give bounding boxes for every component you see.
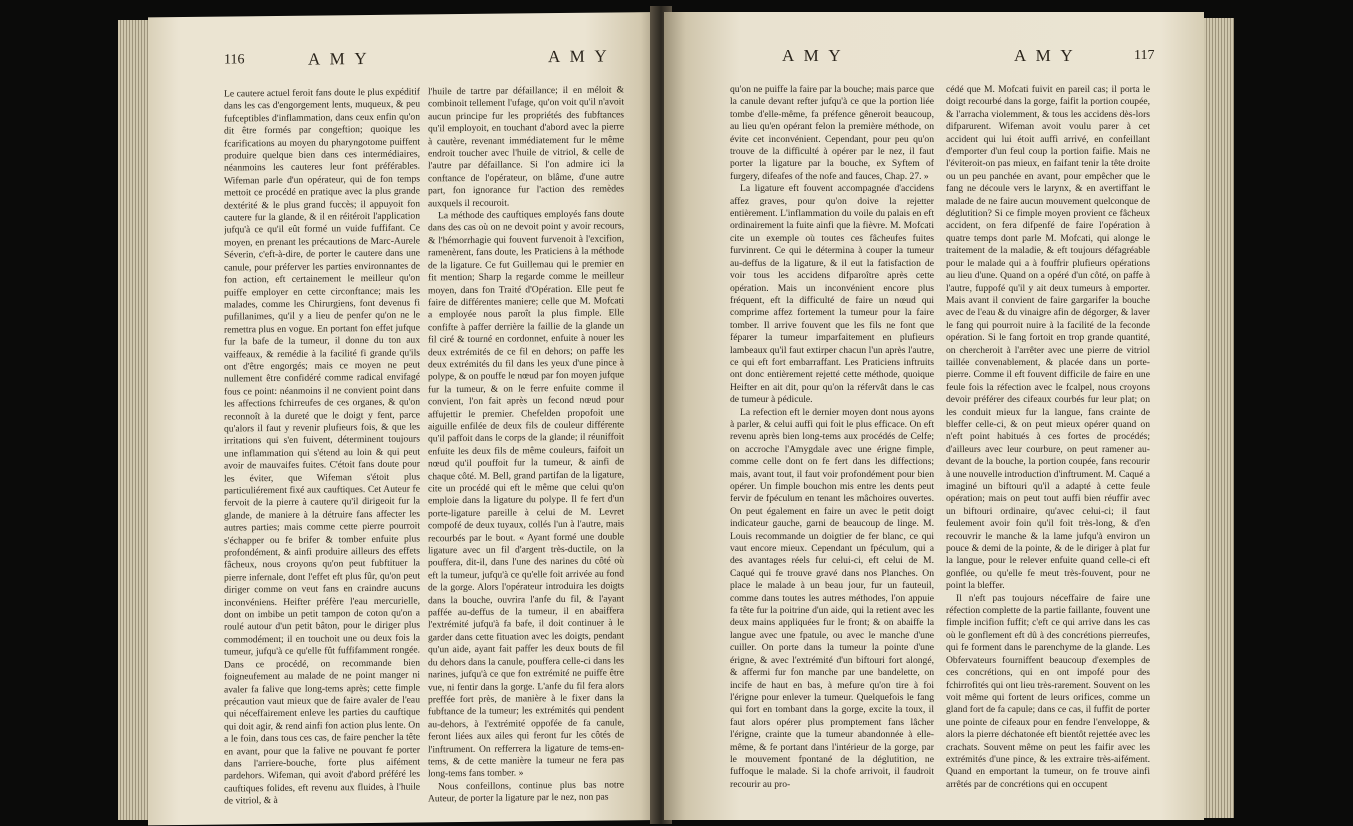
paragraph: La ligature eft fouvent accompagnée d'accidens affez graves, pour qu'on doive la rejetter entièrement. L'inflammation du voile du palais en eft ordinairement la fuite ainfi que la fièvre. M. Mofcati cite un exemple où toutes ces fâcheufes fuites furvinrent. Ce qui le détermina à couper la tumeur au-deffus de la ligature, & il eut la fatisfaction de voir tous les accidens difparoître après cette opération. Mais un inconvénient encore plus fréquent, eft la difficulté de faire un nœud qui comprime affez fortement la tumeur pour la faire tomber. Il arrive fouvent que les fils ne font que féparer la tumeur imparfaitement en plufieurs lambeaux qu'il faut extirper chacun l'un après l'autre, ce qui eft fort embarraffant. Les Praticiens inftruits ont donc entièrement rejetté cette méthode, quoique Heifter en ait dit, pour qu'on la réfervât dans le cas de tumeur à pédicule. <box>730 183 934 406</box>
paragraph: cédé que M. Mofcati fuivit en pareil cas; il porta le doigt recourbé dans la gorge, faifit la portion coupée, & l'arracha violemment, & tous les accidens dès-lors difparurent. Wifeman avoit voulu parer à cet accident qui lui étoit auffi arrivé, en confeillant d'emporter d'un feul coup la portion faifie. Mais ne l'éviteroit-on pas mieux, en faifant tenir la tête droite ou un peu panchée en avant, pour empêcher que le fang ne découle vers le larynx, & en avertiffant le malade de ne faire aucun mouvement quelconque de déglutition? Si ce fimple moyen provient ce fâcheux accident, on fera difpenfé de faire l'opération à quatre temps dont parle M. Mofcati, qui alonge le traitement de la maladie, & eft toujours défagréable pour le malade qui a à fouffrir plufieurs opérations au lieu d'une. Quand on a opéré d'un côté, on paffe à l'autre, fuppofé qu'il y ait deux tumeurs à emporter. Mais avant il convient de faire gargarifer la bouche avec de l'eau & du vinaigre afin de dégorger, & laver le fang qui pourroit nuire à la facilité de la feconde opération. Si le fang fortoit en trop grande quantité, on chercheroit à l'arrêter avec une pierre de vitriol taillée convenablement, & placée dans un porte-pierre. Comme il eft fouvent difficile de faire en une feule fois la réfection avec le fcalpel, nous croyons devoir préférer des cifeaux courbés fur leur plat; on les conduit mieux fur la langue, fans crainte de bleffer celle-ci, & on peut mieux opérer quand on n'eft point habitués à ces fortes de procédés; d'ailleurs avec leur courbure, on peut ramener au-devant de la bouche, la portion coupée, fans recourir à une nouvelle introduction d'inftrument. M. Caqué a imaginé un biftouri qu'il a adapté à cette feule opération; mais on peut tout auffi bien réuffir avec un biftouri ordinaire, qu'avec celui-ci; il faut feulement avoir foin qu'il foit très-long, & d'en recouvrir le manche & la lame jufqu'à environ un pouce & demi de la pointe, & de le diriger à plat fur la langue, pour le relever enfuite quand celle-ci eft gonflée, ou qu'elle fe meut très-fouvent, pour ne point la bleffer. <box>946 84 1150 592</box>
paragraph: Le cautere actuel feroit fans doute le plus expéditif dans les cas d'engorgement lents, muqueux, & peu fufceptibles d'inflammation, dans ceux enfin qu'on dit être formés par congeftion; quoique les fcarifications au moyen du pharyngotome puiffent produire quelque bien dans ces intermédiaires, néanmoins les cauteres leur font préférables. Wifeman parle d'un opérateur, qui de fon temps mettoit ce procédé en pratique avec la plus grande dextérité & le plus grand fuccès; il appuyoit fon cautere fur la glande, & il en réitéroit l'application jufqu'à ce qu'il eût formé un vuide fuffifant. Ce moyen, en prenant les précautions de Marc-Aurele Séverin, c'eft-à-dire, de porter le cautere dans une canule, pour préferver les parties environnantes de fon action, eft certainement le meilleur qu'on puiffe employer en cette circonftance; mais les malades, comme les Chirurgiens, font devenus fi pufillanimes, qu'il y a lieu de penfer qu'on ne le remettra plus en vogue. En portant fon effet jufque fur la bafe de la tumeur, il donne du ton aux vaiffeaux, & remédie à la facilité fi grande qu'ils ont d'être engorgés; mais ce moyen ne peut nullement être confidéré comme radical envifagé fous ce point: néanmoins il ne convient point dans les affections fchirreufes de ces organes, & qu'on reconnoît à la dureté que le doigt y fent, parce qu'alors il faut y revenir plufieurs fois, & que les irritations qui s'en fuivent, déterminent toujours une inflammation qui s'étend au loin & qui peut avoir de mauvaifes fuites. C'étoit fans doute pour les éviter, que Wifeman s'étoit plus particuliérement fixé aux cauftiques. Cet Auteur fe fervoit de la pierre à cautere qu'il dirigeoit fur la glande, de maniere à la détruire fans affecter les autres parties; mais comme cette pierre pourroit s'échapper ou fe brifer & tomber enfuite plus profondément, & ainfi produire ailleurs des effets fâcheux, nous croyons qu'on peut fubftituer la pierre infernale, dont l'effet eft plus fûr, qu'on peut diriger comme on veut fans en craindre aucuns inconvéniens. Heifter préfère l'eau mercurielle, dont on imbibe un petit tampon de coton qu'on a roulé autour d'un petit bâton, pour le diriger plus commodément; il en touchoit une ou deux fois la tumeur, jufqu'à ce qu'elle fût fuffifamment rongée. Dans ce procédé, on recommande bien foigneufement au malade de ne point manger ni avaler fa falive que long-tems après; cette fimple précaution vaut mieux que de faire avaler de l'eau qui néceffairement enleve les parties du cauftique qui doit agir, & rend ainfi fon action plus lente. On a le foin, dans tous ces cas, de faire pencher la tête en avant, pour que la falive ne pouvant fe porter dans l'arriere-bouche, forte plus aifément pardehors. Wifeman, qui avoit d'abord préféré les cauftiques folides, eft revenu aux fluides, à l'huile de vitriol, & à <box>224 86 420 807</box>
running-head-word: A M Y <box>1014 46 1076 65</box>
right-page <box>664 12 1204 820</box>
paragraph: La méthode des cauftiques employés fans doute dans des cas où on ne devoit point y avoir recours, & l'hémorrhagie qui fouvent furvenoit à l'excifion, ramenèrent, fans doute, les Praticiens à la méthode de la ligature. Ce fut Guillemau qui le premier en fit mention; Sharp la regarde comme le meilleur moyen, dans fon Traité d'Opération. Elle peut fe faire de différentes maniere; celle que M. Mofcati a employée nous paroît la plus fimple. Elle confifte à paffer derrière la faillie de la glande un fil ciré & tourné en cordonnet, enfuite à nouer les deux extrémités de ce fil en dehors; on paffe les deux extrémités du fil dans les yeux d'une pince à polype, & on pouffe le nœud par fon moyen jufque fur la tumeur, & on le ferre enfuite comme il convient, l'on fait après un fecond nœud pour affujettir le premier. Chefelden propofoit une aiguille enfilée de deux fils de couleur différente qu'il paffoit dans le corps de la glande; il réuniffoit enfuite les deux fils de même couleurs, faifoit un nœud qu'il pouffoit fur la tumeur, & ainfi de chaque côté. M. Bell, grand partifan de la ligature, cite un procédé qui eft le même que celui qu'on emploie dans la ligature du polype. Il fe fert d'un porte-ligature pareille à celui de M. Levret compofé de deux tuyaux, collés l'un à l'autre, mais recourbés par le bout. « Ayant formé une double ligature avec un fil d'argent très-ductile, on la pouffera, dit-il, dans l'une des narines du côté où eft la tumeur, jufqu'à ce qu'elle foit arrivée au fond de la gorge. Alors l'opérateur introduira les doigts dans la bouche, ouvrira l'anfe du fil, & l'ayant paffée au-deffus de la tumeur, il en abaiffera l'extrémité jufqu'à fa bafe, il doit continuer à le garder dans cette fituation avec les doigts, pendant qu'un aide, ayant fait paffer les deux bouts de fil du dehors dans la canule, pouffera celle-ci dans les narines, jufqu'à ce que fon extrémité ne puiffe être vue, ni fentir dans la gorge. L'anfe du fil fera alors preffée fort près, de manière à le fixer dans la fubftance de la tumeur; les extrémités qui pendent au-dehors, à l'extrémité oppofée de fa canule, feront liées aux ailes qui feront fur les côtés de l'inftrument. On refferrera la ligature de tems-en-tems, & de cette manière la tumeur ne fera pas long-tems fans tomber. » <box>428 208 624 780</box>
paragraph: qu'on ne puiffe la faire par la bouche; mais parce que la canule devant refter jufqu'à ce que la portion liée tombe d'elle-même, fa préfence gêneroit beaucoup, au lieu qu'en opérant felon la première méthode, on évite cet inconvénient. Cependant, pour peu qu'on trouve de la difficulté à opérer par le nez, il faut porter la ligature par la bouche, ex Syftem of furgery, difeafes of the nofe and fauces, Chap. 27. » <box>730 84 934 182</box>
left-column-1 <box>224 86 420 808</box>
paragraph: La refection eft le dernier moyen dont nous ayons à parler, & celui auffi qui foit le plus efficace. On eft revenu après bien long-tems aux procédés de Celfe; on accroche l'Amygdale avec une érigne fimple, comme celle dont on fe fert dans les diffections; mais, avant tout, il faut voir profondément pour bien opérer. Un fimple bouchon mis entre les dents peut fervir de fpéculum en tenant les mâchoires ouvertes. On peut également en faire un avec le petit doigt indicateur gauche, garni de beaucoup de linge. M. Louis recommande un doigtier de fer blanc, ce qui vaut encore mieux. Cependant un fpéculum, qui a des avantages réels fur celui-ci, eft celui de M. Caqué qui fe trouve gravé dans nos Planches. On place le malade à un beau jour, fur un fauteuil, comme dans toutes les autres méthodes, l'on appuie fa tête fur la poitrine d'un aide, qui la retient avec les deux mains appliquées fur le front; & on abaiffe la langue avec une fpatule, ou avec le manche d'une cuiller. On porte dans la tumeur la pointe d'une érigne, & avec l'extrémité d'un biftouri fort alongé, & affermi fur fon manche par une bandelette, on incife de haut en bas, à mefure qu'on tire à foi l'érigne pour enlever la tumeur. Quelquefois le fang qui fort en tombant dans la gorge, excite la toux, il faut alors opérer plus promptement fans lâcher l'érigne, crainte que la tumeur abandonnée à elle-même, & fe portant dans l'intérieur de la gorge, par le mouvement fpontané de la déglutition, ne fuffoque le malade. Si la chofe arrivoit, il faudroit recourir au pro- <box>730 406 934 790</box>
left-page <box>148 12 656 825</box>
left-running-head <box>148 46 656 73</box>
left-column-2 <box>428 84 624 806</box>
paragraph: l'huile de tartre par défaillance; il en méloit & combinoit tellement l'ufage, qu'on voit qu'il n'avoit aucun principe fur les propriétés des fubftances qu'il employoit, en touchant d'abord avec la pierre à cautère, revenant immédiatement fur le même endroit toucher avec l'huile de vitriol, & celle de l'autre par défaillance. Si l'on admire ici la conftance de l'opérateur, on blâme, d'une autre part, fon ignorance fur l'action des remèdes auxquels il recouroit. <box>428 84 624 210</box>
right-column-1 <box>730 84 934 804</box>
right-column-2 <box>946 84 1150 804</box>
running-head-word: A M Y <box>308 48 370 69</box>
running-head-word: A M Y <box>782 46 844 65</box>
page-number: 117 <box>1134 48 1155 63</box>
right-page-edges <box>1200 18 1234 818</box>
paragraph: Il n'eft pas toujours néceffaire de faire une réfection complette de la partie faillante, fouvent une fimple incifion fuffit; c'eft ce qui arrive dans les cas où le gonflement eft dû à des concrétions pierreufes, qui fe forment dans le parenchyme de la glande. Les Obfervateurs fourniffent beaucoup d'exemples de ces concrétions, qui en ont impofé pour des fchirrofités qui ont lieu très-rarement. Souvent on les voit même qui fortent de leurs orifices, comme un gland fort de fa capule; dans ce cas, il fuffit de porter une pointe de cifeaux pour en fendre l'enveloppe, & alors la pierre déchatonée eft bientôt rejettée avec les crachats. Souvent même on peut les faifir avec les extrémités d'une pince, & les extraire très-aifément. Quand en emportant la tumeur, on fe trouve ainfi arrêtés par de concrétions qui en occupent <box>946 592 1150 790</box>
running-head-word: A M Y <box>548 46 610 67</box>
page-number: 116 <box>224 52 245 68</box>
paragraph: Nous confeillons, continue plus bas notre Auteur, de porter la ligature par le nez, non pas <box>428 779 624 805</box>
right-running-head <box>664 46 1204 68</box>
left-page-edges <box>118 20 152 820</box>
